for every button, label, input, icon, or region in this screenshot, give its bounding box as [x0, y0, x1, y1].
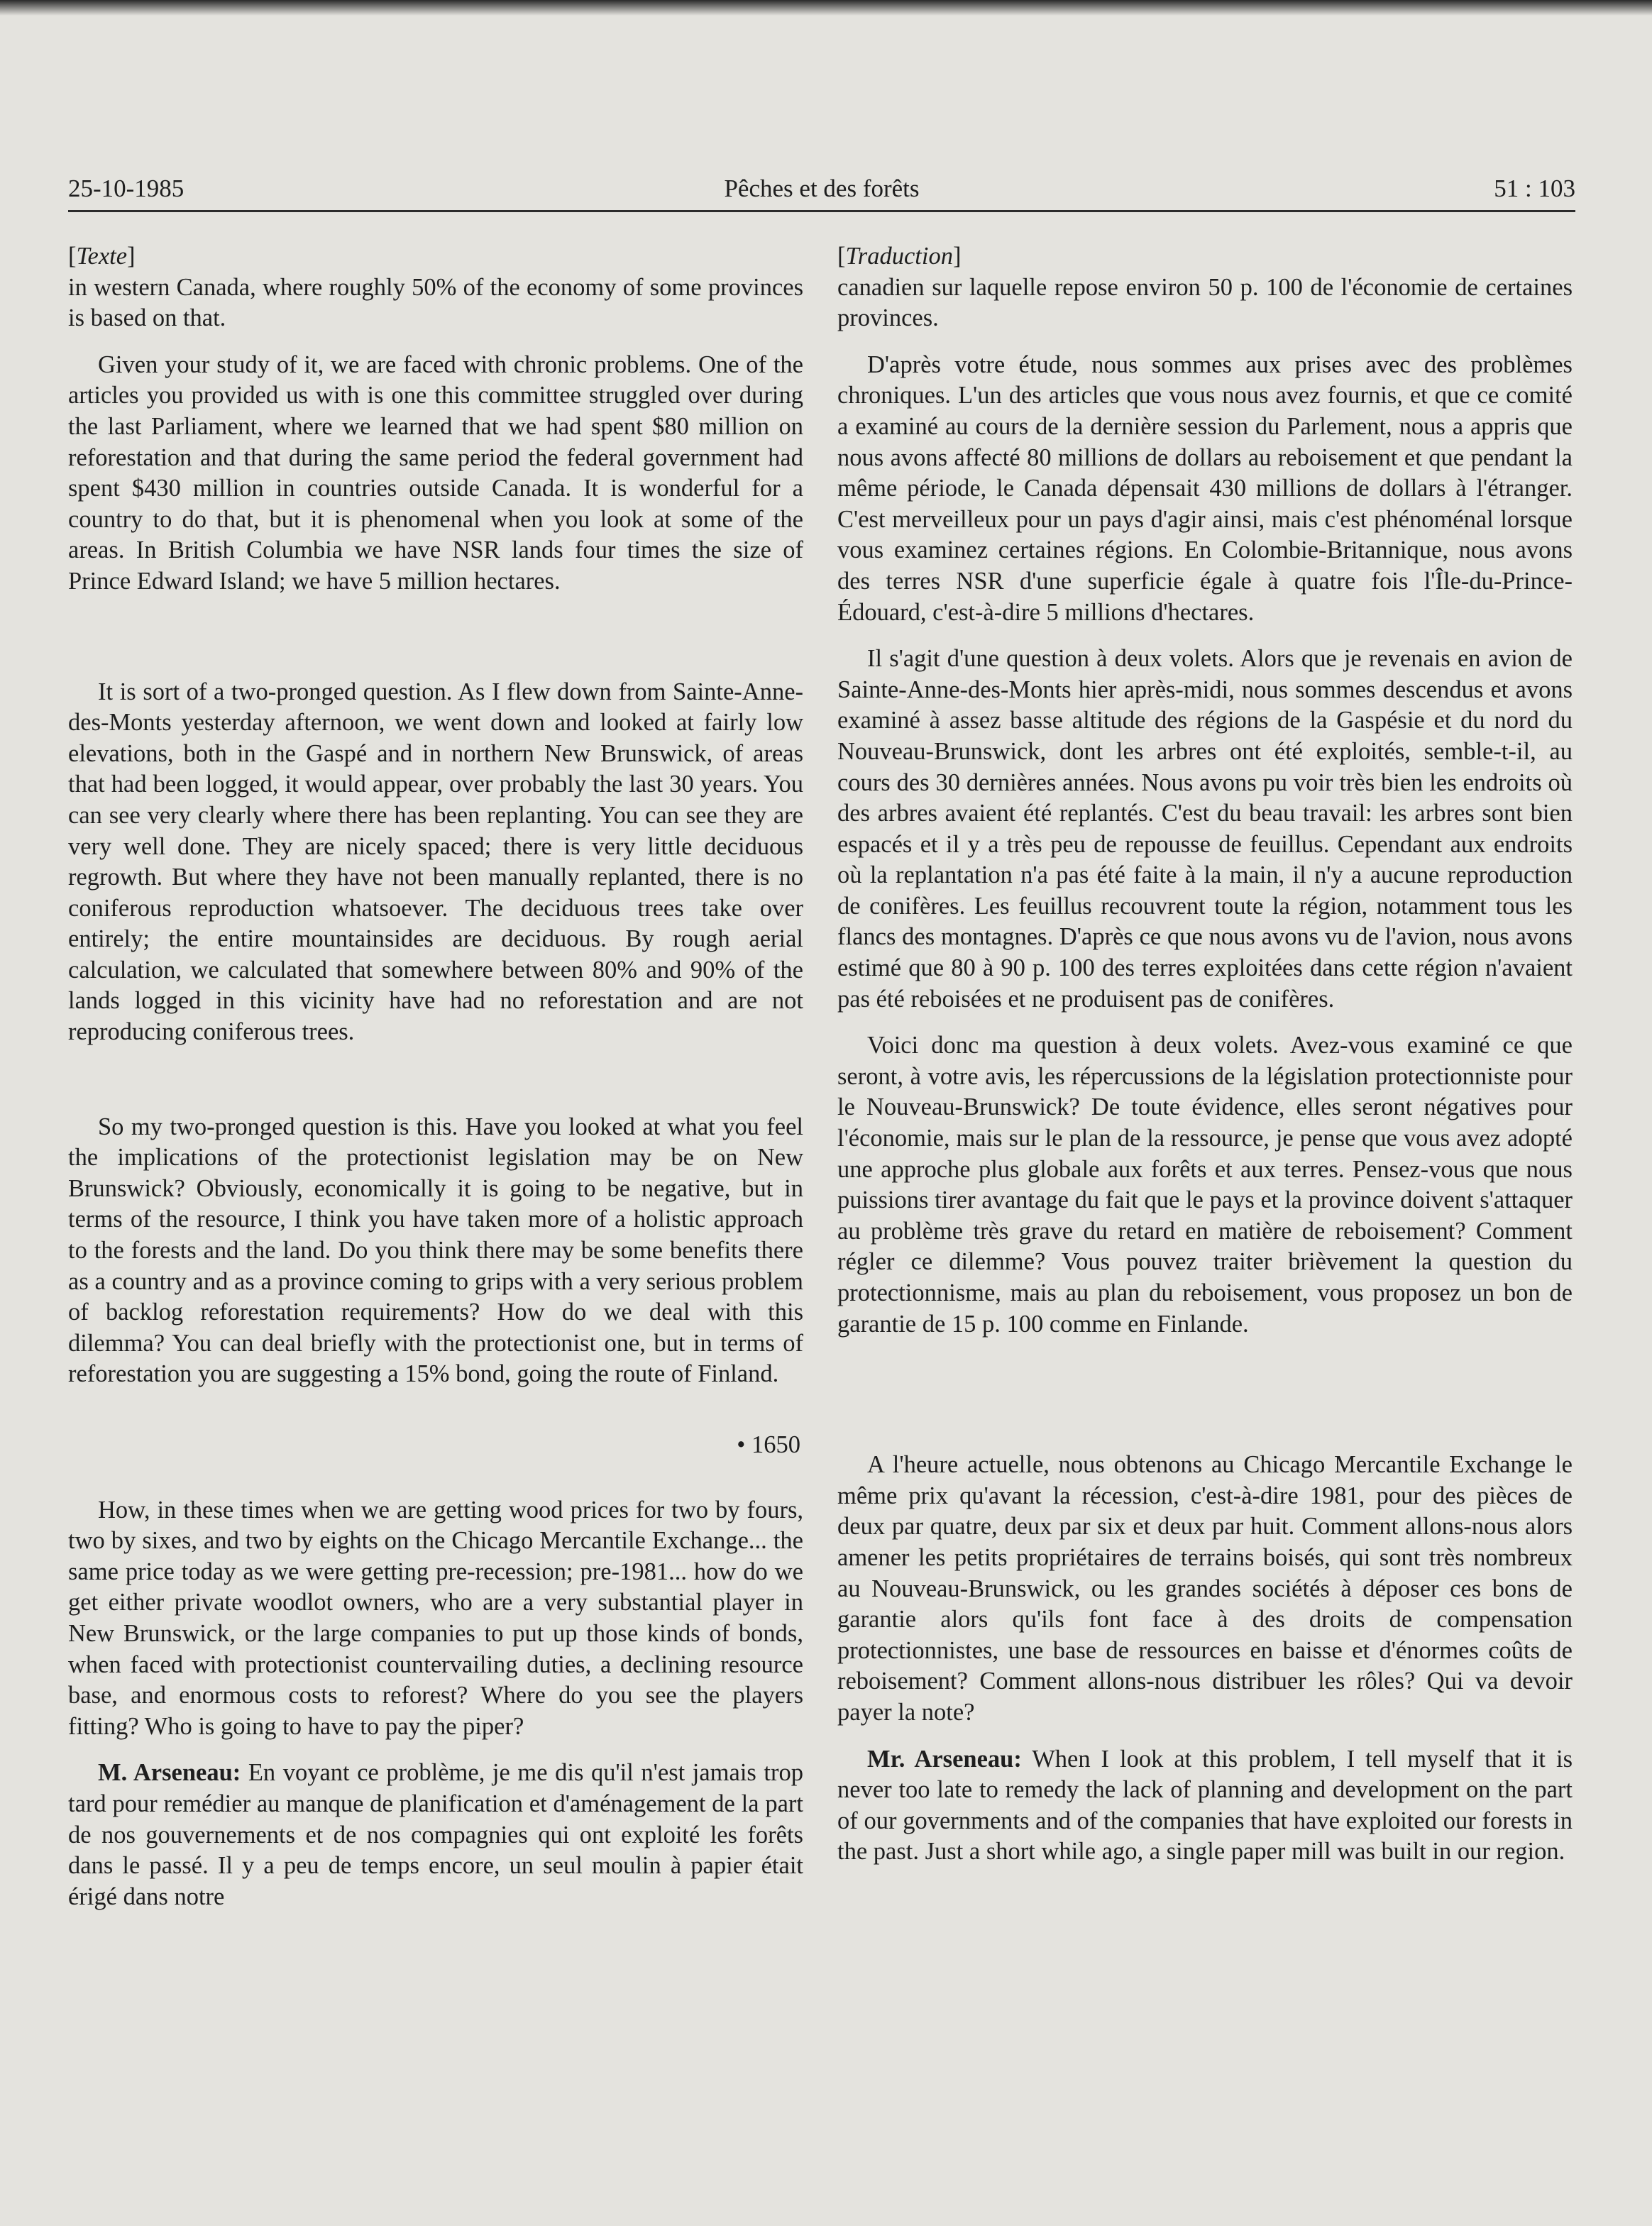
paragraph-3: Il s'agit d'une question à deux volets. Alors que je revenais en avion de Sainte-Anne-des-Monts hier après-midi, nous sommes descendus et avons examiné à assez basse altitude des régions de la Gaspésie et du nord du Nouveau-Brunswick, dont les arbres ont été exploités, semble-t-il, au cours des 30 dernières années. Nous avons pu voir très bien les endroits où des arbres avaient été replantés. C'est du beau travail: les arbres sont bien espacés et il y a très peu de repousse de feuillus. Cependant aux endroits où la replantation n'a pas été faite à la main, il n'y a aucune reproduction de conifères. Les feuillus recouvrent toute la région, notamment tous les flancs des montagnes. D'après ce que nous avons vu de l'avion, nous avons estimé que 80 à 90 p. 100 des terres exploitées dans cette région n'avaient pas été reboisées et ne produisent pas de conifères. [837, 645, 1573, 1013]
paragraph-3: It is sort of a two-pronged question. As I flew down from Sainte-Anne-des-Monts yesterday afternoon, we went down and looked at fairly low elevations, both in the Gaspé and in northern New Brunswick, of areas that had been logged, it would appear, over probably the last 30 years. You can see very clearly where there has been replanting. You can see they are very well done. They are nicely spaced; there is very little deciduous regrowth. But where they have not been manually replanted, there is no coniferous reproduction whatsoever. The deciduous trees take over entirely; the entire mountainsides are deciduous. By rough aerial calculation, we calculated that somewhere between 80% and 90% of the lands logged in this vicinity have had no reforestation and are not reproducing coniferous trees. [68, 678, 803, 1046]
speaker-name: M. Arseneau: [98, 1759, 241, 1787]
paragraph-1: in western Canada, where roughly 50% of the economy of some provinces is based on that. [68, 273, 803, 332]
paragraph-5: A l'heure actuelle, nous obtenons au Chicago Mercantile Exchange le même prix qu'avant la récession, c'est-à-dire 1981, pour des pièces de deux par quatre, deux par six et deux par huit. Comment allons-nous alors amener les petits propriétaires de terrains boisés, qui sont très nombreux au Nouveau-Brunswick, ou les grandes sociétés à déposer ces bons de garantie alors qu'ils font face à des droits de compensation protectionnistes, une base de ressources en baisse et d'énormes coûts de reboisement? Comment allons-nous distribuer les rôles? Qui va devoir payer la note? [837, 1451, 1573, 1726]
header-page-number: 51 : 103 [1494, 175, 1575, 202]
left-column [68, 241, 803, 1912]
paragraph-6 [68, 1758, 803, 1912]
paragraph-4: Voici donc ma question à deux volets. Avez-vous examiné ce que seront, à votre avis, les répercussions de la législation protectionniste pour le Nouveau-Brunswick? De toute évidence, elles seront négatives pour l'économie, mais sur le plan de la ressource, je pense que vous avez adopté une approche plus globale aux forêts et aux terres. Pensez-vous que nous puissions tirer avantage du fait que le pays et la province doivent s'attaquer au problème très grave du retard en matière de reboisement? Comment régler ce dilemme? Vous pouvez traiter brièvement la question du protectionnisme, mais au plan du reboisement, vous proposez un bon de garantie de 15 p. 100 comme en Finlande. [837, 1032, 1573, 1338]
page-header [68, 167, 1575, 212]
paragraph-2: Given your study of it, we are faced with chronic problems. One of the articles you provided us with is one this committee struggled over during the last Parliament, where we learned that we had spent $80 million on reforestation and that during the same period the federal government had spent $430 million in countries outside Canada. It is wonderful for a country to do that, but it is phenomenal when you look at some of the areas. In British Columbia we have NSR lands four times the size of Prince Edward Island; we have 5 million hectares. [68, 351, 803, 595]
time-marker: • 1650 [737, 1431, 800, 1458]
paragraph-6-text: En voyant ce problème, je me dis qu'il n'est jamais trop tard pour remédier au manque de planification et d'aménagement de la part de nos gouvernements et de nos compagnies qui ont exploité les forêts dans le passé. Il y a peu de temps encore, un seul moulin à papier était érigé dans notre [68, 1759, 803, 1910]
section-label-texte: [Texte] [68, 243, 136, 270]
paragraph-2: D'après votre étude, nous sommes aux prises avec des problèmes chroniques. L'un des articles que vous nous avez fournis, et que ce comité a examiné au cours de la dernière session du Parlement, nous a appris que nous avons affecté 80 millions de dollars au reboisement et que pendant la même période, le Canada dépensait 430 millions de dollars à l'étranger. C'est merveilleux pour un pays d'agir ainsi, mais c'est phénoménal lorsque vous examinez certaines régions. En Colombie-Britannique, nous avons des terres NSR d'une superficie égale à quatre fois l'Île-du-Prince-Édouard, c'est-à-dire 5 millions d'hectares. [837, 351, 1573, 626]
right-column [837, 241, 1573, 1868]
header-date: 25-10-1985 [68, 175, 185, 202]
paragraph-6-text: When I look at this problem, I tell myself that it is never too late to remedy the lack of planning and development on the part of our governments and of the companies that have exploited our forests in the past. Just a short while ago, a single paper mill was built in our region. [837, 1745, 1573, 1866]
paragraph-1: canadien sur laquelle repose environ 50 p. 100 de l'économie de certaines provinces. [837, 273, 1573, 332]
paragraph-5: How, in these times when we are getting wood prices for two by fours, two by sixes, and two by eights on the Chicago Mercantile Exchange... the same price today as we were getting pre-recession; pre-1981... how do we get either private woodlot owners, who are a very substantial player in New Brunswick, or the large companies to put up those kinds of bonds, when faced with protectionist countervailing duties, a declining resource base, and enormous costs to reforest? Where do you see the players fitting? Who is going to have to pay the piper? [68, 1496, 803, 1740]
paragraph-6 [837, 1744, 1573, 1868]
header-title: Pêches et des forêts [724, 175, 920, 202]
speaker-name: Mr. Arseneau: [867, 1745, 1022, 1773]
section-label-traduction: [Traduction] [837, 243, 962, 270]
paragraph-4: So my two-pronged question is this. Have you looked at what you feel the implications of the protectionist legislation may be on New Brunswick? Obviously, economically it is going to be negative, but in terms of the resource, I think you have taken more of a holistic approach to the forests and the land. Do you think there may be some benefits there as a country and as a province coming to grips with a very serious problem of backlog reforestation requirements? How do we deal with this dilemma? You can deal briefly with the protectionist one, but in terms of reforestation you are suggesting a 15% bond, going the route of Finland. [68, 1113, 803, 1388]
scan-edge-shadow [0, 0, 1652, 16]
